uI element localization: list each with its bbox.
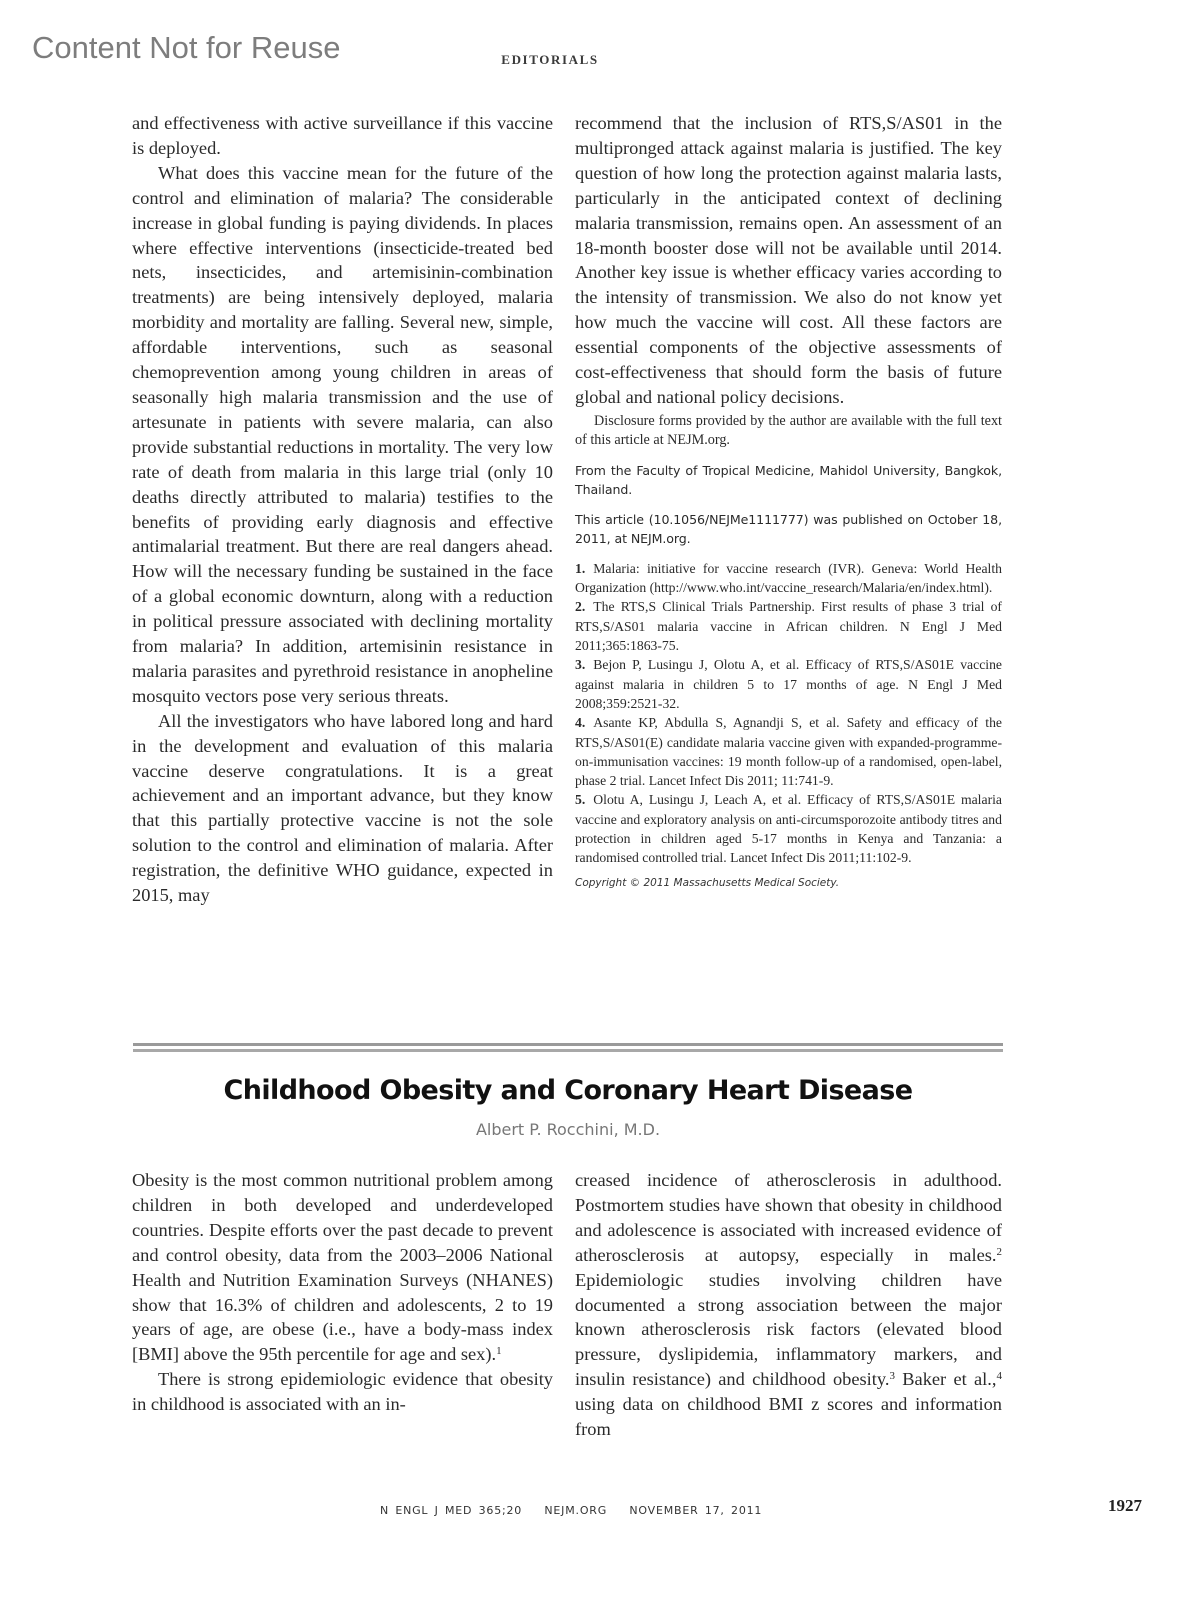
citation-ref[interactable]: 4 [996, 1370, 1002, 1383]
prev-article-right-column [575, 111, 1002, 896]
reference-item [575, 655, 1002, 713]
reference-number: 3. [575, 657, 586, 673]
reference-number: 4. [575, 715, 586, 731]
copyright-notice: Copyright © 2011 Massachusetts Medical Society. [575, 876, 840, 889]
paragraph: recommend that the inclusion of RTS,S/AS01 in the multipronged attack against malaria is justified. The key question of how long the protection against malaria lasts, particularly in the anticipated context of declining malaria transmission, remains open. An assessment of an 18-month booster dose will not be available until 2014. Another key issue is whether efficacy varies according to the intensity of transmission. We also do not know yet how much the vaccine will cost. All these factors are essential components of the objective assessments of cost-effectiveness that should form the basis of future global and national policy decisions. [575, 113, 1002, 407]
paragraph-text: Epidemiologic studies involving children have documented a strong association between the major known atherosclerosis risk factors (elevated blood pressure, dyslipidemia, inflammatory markers, and insulin resistance) and childhood obesity. [575, 1269, 1002, 1390]
section-divider [133, 1049, 1003, 1052]
article-title: Childhood Obesity and Coronary Heart Disease [223, 1075, 913, 1106]
section-divider [133, 1043, 1003, 1046]
disclosure-note: Disclosure forms provided by the author are available with the full text of this article at NEJM.org. [575, 412, 1002, 449]
reference-text: The RTS,S Clinical Trials Partnership. First results of phase 3 trial of RTS,S/AS01 malaria vaccine in African children. N Engl J Med 2011;365:1863-75. [575, 599, 1002, 654]
reference-text: Bejon P, Lusingu J, Olotu A, et al. Efficacy of RTS,S/AS01E vaccine against malaria in children 5 to 17 months of age. N Engl J Med 2008;359:2521-32. [575, 657, 1002, 711]
reference-text: Olotu A, Lusingu J, Leach A, et al. Efficacy of RTS,S/AS01E malaria vaccine and exploratory analysis on anti-circumsporozoite antibody titres and protection in children aged 5-17 months in Kenya and Tanzania: a randomised controlled trial. Lancet Infect Dis 2011;11:102-9. [575, 792, 1002, 866]
citation-ref[interactable]: 1 [496, 1345, 502, 1358]
paragraph: All the investigators who have labored long and hard in the development and evaluation of this malaria vaccine deserve congratulations. It is a great achievement and an important advance, but they know that this partially protective vaccine is not the sole solution to the control and elimination of malaria. After registration, the definitive WHO guidance, expected in 2015, may [132, 710, 553, 906]
article-byline: Albert P. Rocchini, M.D. [475, 1120, 661, 1139]
publication-note: This article (10.1056/NEJMe1111777) was published on October 18, 2011, at NEJM.org. [575, 511, 1002, 547]
section-label: EDITORIALS [501, 52, 599, 67]
author-affiliation: From the Faculty of Tropical Medicine, Mahidol University, Bangkok, Thailand. [575, 462, 1002, 498]
reference-text: Malaria: initiative for vaccine research (IVR). Geneva: World Health Organization (http://www.who.int/vaccine_research/Malaria/en/index.html). [575, 560, 1002, 596]
reference-list [575, 559, 1002, 868]
journal-site: NEJM.ORG [544, 1504, 608, 1517]
paragraph: There is strong epidemiologic evidence that obesity in childhood is associated with an in- [132, 1369, 553, 1415]
watermark: Content Not for Reuse [32, 30, 341, 65]
paragraph-text: Baker et al., [894, 1369, 997, 1390]
paragraph-text: using data on childhood BMI z scores and information from [575, 1394, 1002, 1440]
reference-number: 2. [575, 599, 586, 615]
paragraph-text: creased incidence of atherosclerosis in adulthood. Postmortem studies have shown that obesity in childhood and adolescence is associated with increased evidence of atherosclerosis at autopsy, especially in males. [575, 1170, 1002, 1265]
reference-item [575, 597, 1002, 655]
reference-number: 1. [575, 560, 586, 576]
paragraph [575, 1168, 1002, 1442]
citation-ref[interactable]: 3 [889, 1370, 895, 1383]
paragraph: and effectiveness with active surveillance if this vaccine is deployed. [132, 113, 553, 158]
paragraph: What does this vaccine mean for the future of the control and elimination of malaria? The considerable increase in global funding is paying dividends. In places where effective interventions (insecticide-treated bed nets, insecticides, and artemisinin-combination treatments) are being intensively deployed, malaria morbidity and mortality are falling. Several new, simple, affordable interventions, such as seasonal chemoprevention among young children in areas of seasonally high malaria transmission and the use of artesunate in patients with severe malaria, can also provide substantial reductions in mortality. The very low rate of death from malaria in this large trial (only 10 deaths directly attributed to malaria) testifies to the benefits of providing early diagnosis and effective antimalarial treatment. But there are real dangers ahead. How will the necessary funding be sustained in the face of a global economic downturn, along with a reduction in political pressure associated with declining mortality from malaria? In addition, artemisinin resistance in malaria parasites and pyrethroid resistance in anopheline mosquito vectors pose very serious threats. [132, 162, 553, 706]
paragraph [132, 1168, 553, 1367]
paragraph-text: Obesity is the most common nutritional problem among children in both developed and underdeveloped countries. Despite efforts over the past decade to prevent and control obesity, data from the 2003–2006 National Health and Nutrition Examination Surveys (NHANES) show that 16.3% of children and adolescents, 2 to 19 years of age, are obese (i.e., have a body-mass index [BMI] above the 95th percentile for age and sex). [132, 1170, 553, 1365]
reference-item [575, 713, 1002, 790]
prev-article-left-column [132, 111, 553, 908]
reference-item [575, 559, 1002, 598]
journal-citation: N ENGL J MED 365;20 [380, 1504, 523, 1517]
article-right-column [575, 1168, 1002, 1442]
reference-number: 5. [575, 792, 586, 808]
article-left-column [132, 1168, 553, 1417]
page-number: 1927 [1108, 1496, 1142, 1515]
page-footer [380, 1504, 778, 1517]
reference-text: Asante KP, Abdulla S, Agnandji S, et al. Safety and efficacy of the RTS,S/AS01(E) candidate malaria vaccine given with expanded-programme-on-immunisation vaccines: 19 month follow-up of a randomised, open-label, phase 2 trial. Lancet Infect Dis 2011; 11:741-9. [575, 715, 1002, 789]
reference-item [575, 790, 1002, 867]
issue-date: NOVEMBER 17, 2011 [629, 1504, 763, 1517]
citation-ref[interactable]: 2 [996, 1245, 1002, 1258]
